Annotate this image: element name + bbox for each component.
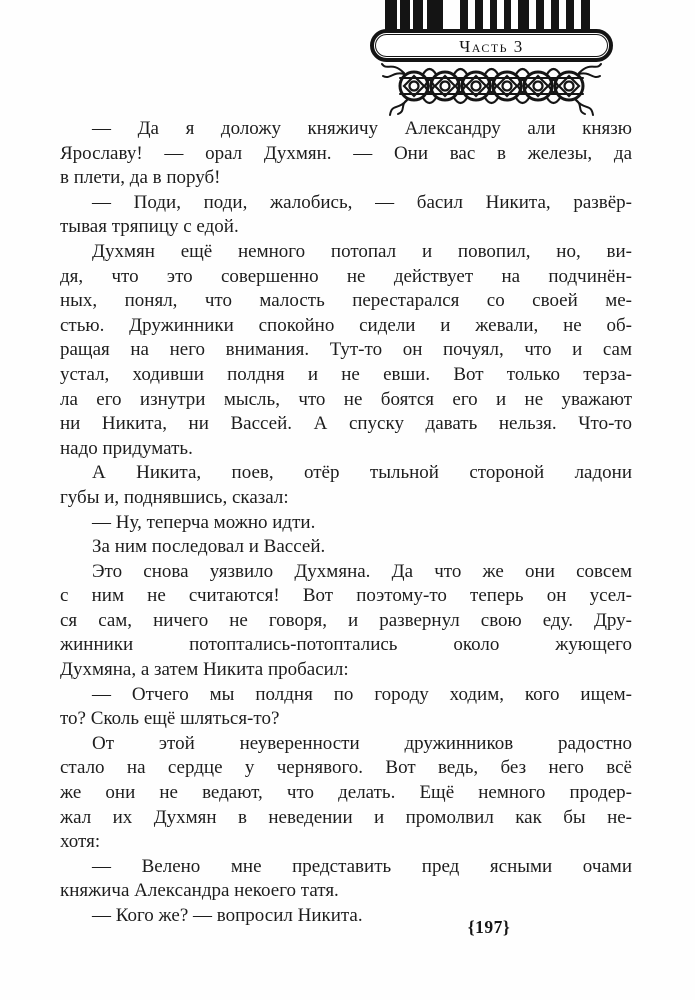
text-line: с ним не считаются! Вот поэтому-то теперь он усел- — [60, 585, 632, 607]
text-line: ных, понял, что малость перестарался со своей ме- — [60, 290, 632, 312]
text-line: Ярославу! — орал Духмян. — Они вас в железы, да — [60, 142, 632, 164]
page-number: {197} — [467, 917, 511, 937]
text-line: Духмян ещё немного потопал и повопил, но, ви- — [92, 240, 632, 262]
text-line: жинники потоптались-потоптались около жующего — [60, 634, 632, 656]
text-line: — Ну, теперча можно идти. — [92, 511, 316, 533]
text-line: хотя: — [60, 831, 101, 853]
text-line: стало на сердце у чернявого. Вот ведь, без него всё — [60, 757, 632, 779]
text-line: устал, ходивши полдня и не евши. Вот только терза- — [60, 363, 632, 385]
text-line: в плети, да в поруб! — [60, 167, 221, 189]
part-heading-banner — [370, 29, 613, 62]
text-line: — Отчего мы полдня по городу ходим, кого ищем- — [92, 683, 632, 705]
text-line: За ним последовал и Вассей. — [92, 536, 326, 558]
text-line: Это снова уязвило Духмяна. Да что же они совсем — [92, 560, 632, 582]
text-line: — Поди, поди, жалобись, — басил Никита, развёр- — [92, 191, 632, 213]
text-line: дя, что это совершенно не действует на подчинён- — [60, 265, 632, 287]
text-line: то? Сколь ещё шляться-то? — [60, 708, 280, 730]
text-line: ся сам, ничего не говоря, и развернул свою еду. Дру- — [60, 609, 632, 631]
text-line: жал их Духмян в неведении и промолвил как бы не- — [60, 806, 632, 828]
knotwork-ornament-icon — [380, 59, 604, 117]
body-text — [60, 117, 632, 929]
text-line: — Кого же? — вопросил Никита. — [92, 905, 363, 926]
text-line: ни Никита, ни Вассей. А спуску давать нельзя. Что-то — [60, 413, 632, 435]
text-line: надо придумать. — [60, 437, 193, 459]
part-heading-label: Часть 3 — [459, 36, 524, 56]
text-line: — Велено мне представить пред ясными очами — [92, 855, 632, 877]
text-line: губы и, поднявшись, сказал: — [60, 486, 289, 508]
text-line: тывая тряпицу с едой. — [60, 216, 239, 238]
text-line: ла его изнутри мысль, что не боятся его и не уважают — [60, 388, 632, 410]
text-line: Духмяна, а затем Никита пробасил: — [60, 659, 349, 681]
text-line: же они не ведают, что делать. Ещё немного продер- — [60, 782, 632, 804]
palisade-bars-icon — [385, 0, 595, 31]
text-line: — Да я доложу княжичу Александру али князю — [92, 118, 632, 139]
text-line: княжича Александра некоего татя. — [60, 880, 339, 902]
text-line: А Никита, поев, отёр тыльной стороной ладони — [92, 462, 632, 484]
text-line: стью. Дружинники спокойно сидели и жевали, не об- — [60, 314, 632, 336]
chapter-header — [0, 0, 695, 120]
text-line: ращая на него внимания. Тут-то он почуял, что и сам — [60, 339, 632, 361]
text-line: От этой неуверенности дружинников радостно — [92, 732, 632, 754]
